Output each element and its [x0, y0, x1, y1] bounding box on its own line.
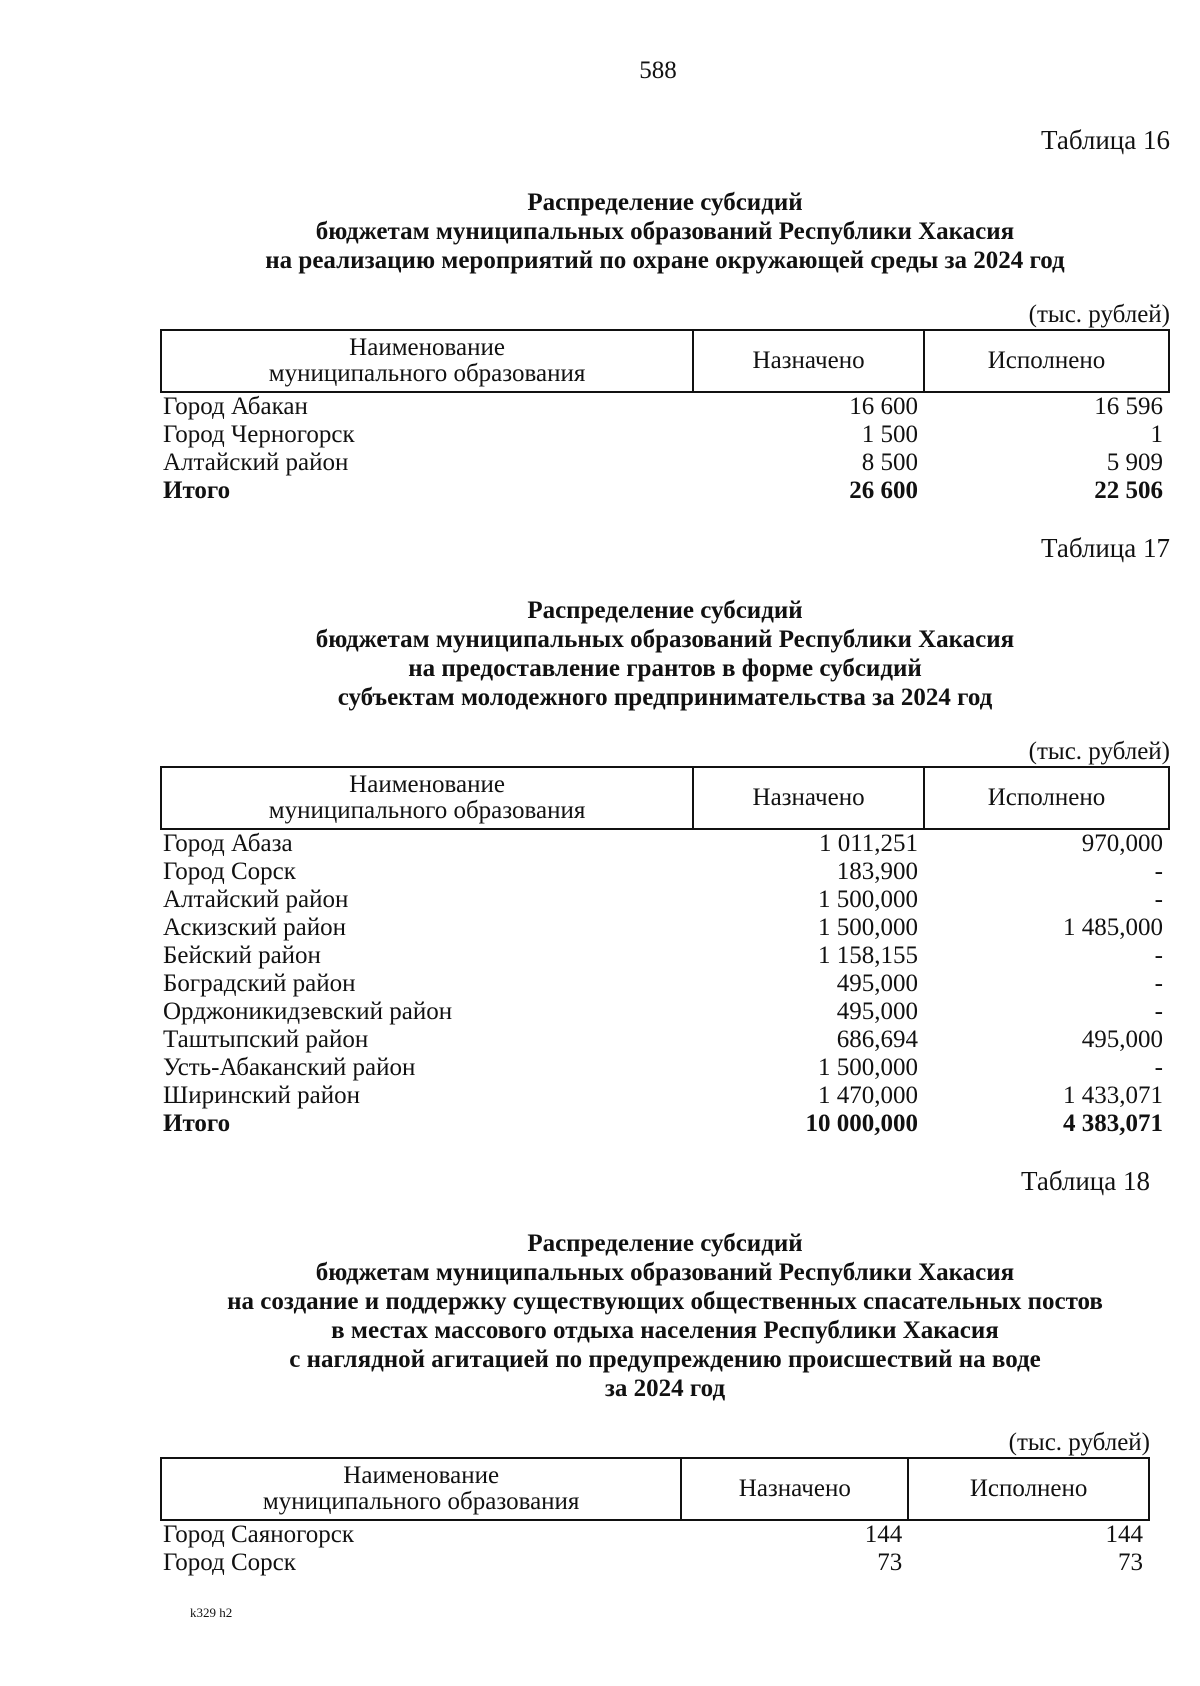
row-assigned: 1 470,000 — [818, 1082, 919, 1109]
header-name-line2: муниципального образования — [268, 797, 586, 824]
row-name: Город Абаза — [163, 830, 293, 857]
title-line: на реализацию мероприятий по охране окружающей среды за 2024 год — [265, 247, 1065, 274]
row-assigned: 144 — [864, 1521, 903, 1548]
header-name — [161, 767, 693, 829]
row-assigned: 686,694 — [836, 1026, 919, 1053]
row-name: Алтайский район — [163, 886, 349, 913]
header-name-line1: Наименование — [349, 334, 505, 361]
total-executed: 4 383,071 — [1063, 1110, 1163, 1137]
page-number: 588 — [639, 57, 677, 84]
table-row — [161, 1054, 1169, 1082]
header-name-line2: муниципального образования — [268, 360, 586, 387]
row-executed: 1 433,071 — [1063, 1082, 1163, 1109]
row-executed: 1 — [1150, 421, 1163, 448]
row-executed: - — [1154, 858, 1163, 885]
row-executed: 495,000 — [1081, 1026, 1163, 1053]
table-row — [161, 858, 1169, 886]
title-line: бюджетам муниципальных образований Республики Хакасия — [315, 626, 1015, 653]
row-assigned: 1 500,000 — [818, 1054, 919, 1081]
row-name: Город Саяногорск — [163, 1521, 355, 1548]
row-executed: 144 — [1105, 1521, 1143, 1548]
total-name: Итого — [163, 477, 231, 504]
row-name: Аскизский район — [163, 914, 347, 941]
row-assigned: 1 500 — [861, 421, 919, 448]
table-row — [161, 1082, 1169, 1110]
table-row — [161, 829, 1169, 858]
row-name: Ширинский район — [163, 1082, 360, 1109]
table-row — [161, 1549, 1149, 1577]
title-line: Распределение субсидий — [527, 597, 803, 624]
row-name: Город Абакан — [163, 393, 308, 420]
row-executed: 970,000 — [1081, 830, 1163, 857]
header-name — [161, 1458, 681, 1520]
header-executed: Исполнено — [924, 767, 1169, 829]
row-assigned: 183,900 — [836, 858, 919, 885]
row-executed: 1 485,000 — [1063, 914, 1163, 941]
table-label: Таблица 18 — [1021, 1166, 1150, 1196]
header-assigned: Назначено — [693, 330, 924, 392]
table-row — [161, 421, 1169, 449]
header-name-line1: Наименование — [349, 771, 505, 798]
table-row — [161, 392, 1169, 421]
total-row — [161, 477, 1169, 505]
row-assigned: 1 500,000 — [818, 914, 919, 941]
row-executed: - — [1154, 1054, 1163, 1081]
table-row — [161, 914, 1169, 942]
row-executed: 5 909 — [1106, 449, 1163, 476]
title-line: на предоставление грантов в форме субсидий — [408, 655, 922, 682]
row-name: Боградский район — [163, 970, 356, 997]
row-assigned: 495,000 — [836, 970, 919, 997]
table-label: Таблица 16 — [1041, 125, 1170, 155]
total-row — [161, 1110, 1169, 1138]
row-name: Бейский район — [163, 942, 321, 969]
row-assigned: 495,000 — [836, 998, 919, 1025]
row-executed: - — [1154, 886, 1163, 913]
table-row — [161, 942, 1169, 970]
row-assigned: 16 600 — [849, 393, 919, 420]
table-16-section — [160, 125, 1170, 505]
table-title — [160, 1229, 1170, 1403]
table-row — [161, 1520, 1149, 1549]
header-name — [161, 330, 693, 392]
total-name: Итого — [163, 1110, 231, 1137]
footer-code: k329 h2 — [190, 1605, 233, 1620]
row-assigned: 73 — [877, 1549, 903, 1576]
header-executed: Исполнено — [924, 330, 1169, 392]
row-name: Город Сорск — [163, 858, 296, 885]
table-row — [161, 886, 1169, 914]
table-row — [161, 998, 1169, 1026]
row-executed: - — [1154, 998, 1163, 1025]
row-executed: - — [1154, 970, 1163, 997]
data-table — [160, 329, 1170, 505]
row-assigned: 1 011,251 — [818, 830, 919, 857]
header-name-line1: Наименование — [343, 1462, 500, 1489]
title-line: за 2024 год — [604, 1375, 726, 1402]
title-line: субъектам молодежного предпринимательства за 2024 год — [337, 684, 993, 711]
header-assigned: Назначено — [681, 1458, 908, 1520]
title-line: Распределение субсидий — [527, 189, 803, 216]
title-line: в местах массового отдыха населения Республики Хакасия — [331, 1317, 999, 1344]
title-line: с наглядной агитацией по предупреждению происшествий на воде — [289, 1346, 1041, 1373]
title-line: Распределение субсидий — [527, 1230, 803, 1257]
units-label: (тыс. рублей) — [1028, 738, 1170, 765]
row-name: Усть-Абаканский район — [163, 1054, 416, 1081]
row-assigned: 1 500,000 — [818, 886, 919, 913]
header-executed: Исполнено — [908, 1458, 1149, 1520]
row-executed: 16 596 — [1094, 393, 1163, 420]
data-table — [160, 766, 1170, 1138]
row-name: Таштыпский район — [163, 1026, 369, 1053]
units-label: (тыс. рублей) — [1008, 1429, 1150, 1456]
row-executed: 73 — [1118, 1549, 1143, 1576]
row-name: Город Черногорск — [163, 421, 355, 448]
header-name-line2: муниципального образования — [262, 1488, 580, 1515]
row-executed: - — [1154, 942, 1163, 969]
total-executed: 22 506 — [1094, 477, 1163, 504]
title-line: на создание и поддержку существующих общественных спасательных постов — [227, 1288, 1103, 1315]
units-label: (тыс. рублей) — [1028, 301, 1170, 328]
data-table — [160, 1457, 1150, 1577]
table-17-section — [160, 533, 1170, 1138]
row-name: Орджоникидзевский район — [163, 998, 453, 1025]
table-title — [160, 188, 1170, 275]
table-row — [161, 1026, 1169, 1054]
table-row — [161, 449, 1169, 477]
title-line: бюджетам муниципальных образований Республики Хакасия — [315, 1259, 1015, 1286]
total-assigned: 26 600 — [849, 477, 919, 504]
table-18-section — [160, 1166, 1170, 1577]
row-name: Город Сорск — [163, 1549, 296, 1576]
table-title — [160, 596, 1170, 712]
table-row — [161, 970, 1169, 998]
row-assigned: 8 500 — [861, 449, 919, 476]
table-label: Таблица 17 — [1041, 533, 1170, 563]
header-assigned: Назначено — [693, 767, 924, 829]
total-assigned: 10 000,000 — [805, 1110, 919, 1137]
row-name: Алтайский район — [163, 449, 349, 476]
row-assigned: 1 158,155 — [818, 942, 919, 969]
title-line: бюджетам муниципальных образований Республики Хакасия — [315, 218, 1015, 245]
